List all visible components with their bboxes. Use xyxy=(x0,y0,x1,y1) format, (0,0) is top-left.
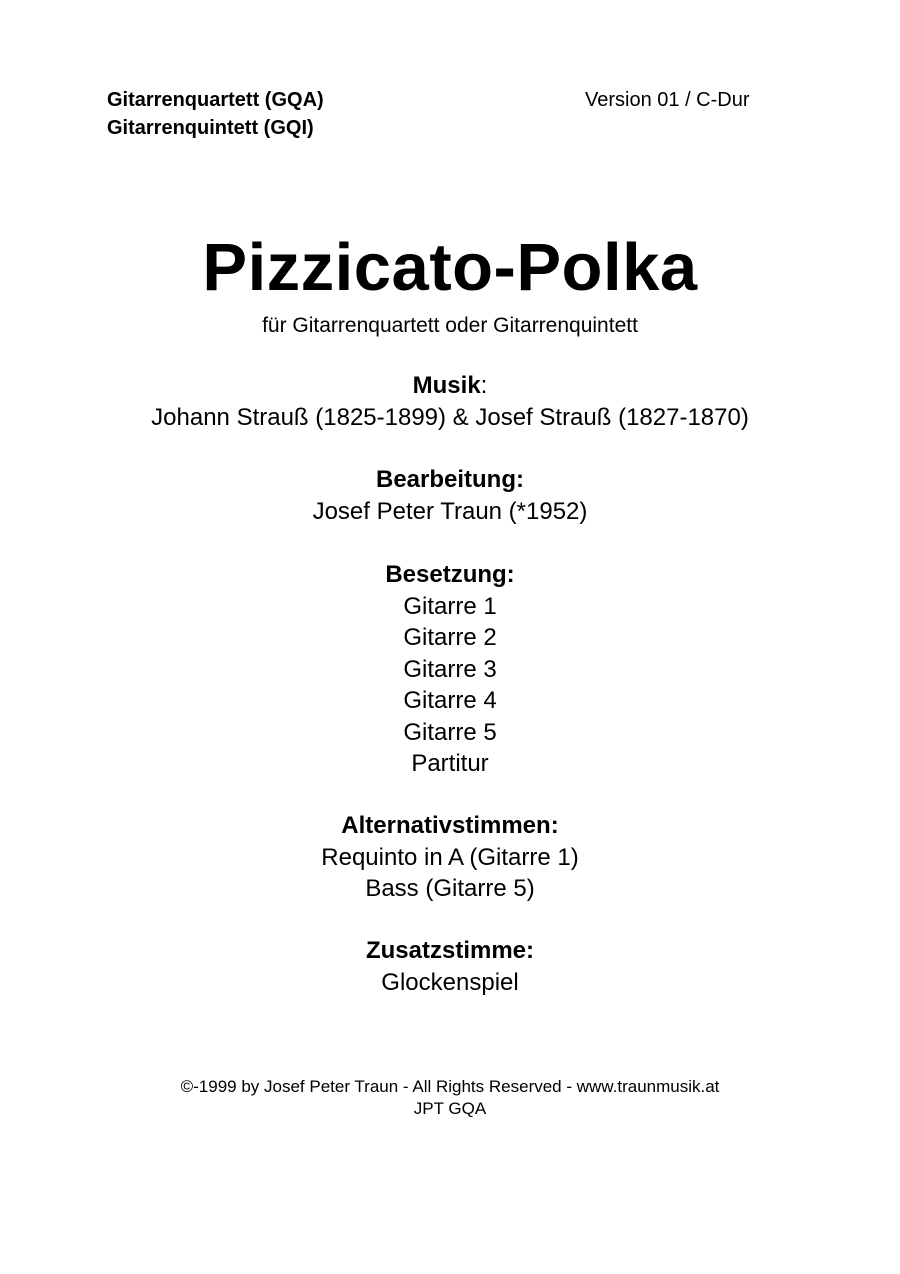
part-score: Partitur xyxy=(411,750,489,777)
ensemble-header xyxy=(107,86,324,142)
part-guitar-2: Gitarre 2 xyxy=(403,624,497,651)
part-guitar-5: Gitarre 5 xyxy=(403,718,497,746)
music-heading-text: Musik xyxy=(412,372,481,399)
alternative-part-bass: Bass (Gitarre 5) xyxy=(365,875,535,902)
composers-text: Johann Strauß (1825-1899) & Josef Strauß (1827-1870) xyxy=(151,403,749,431)
part-guitar-3: Gitarre 3 xyxy=(403,655,497,683)
footer xyxy=(0,1076,900,1120)
catalog-code: JPT GQA xyxy=(413,1099,487,1118)
alternatives-heading: Alternativstimmen: xyxy=(341,812,559,839)
copyright-text: ©-1999 by Josef Peter Traun - All Rights Reserved - www.traunmusik.at xyxy=(180,1077,720,1096)
additional-heading: Zusatzstimme: xyxy=(365,937,535,964)
music-heading-colon: : xyxy=(480,372,488,399)
additional-section xyxy=(0,935,900,998)
page-title: Pizzicato-Polka xyxy=(202,230,698,305)
ensemble-line-quartet: Gitarrenquartett (GQA) xyxy=(107,89,324,111)
alternatives-section xyxy=(0,810,900,905)
version-label: Version 01 / C-Dur xyxy=(585,89,750,111)
page-subtitle: für Gitarrenquartett oder Gitarrenquintett xyxy=(262,314,638,337)
arrangement-section xyxy=(0,464,900,527)
alternative-part-requinto: Requinto in A (Gitarre 1) xyxy=(321,843,579,871)
music-heading xyxy=(0,370,900,402)
part-guitar-1: Gitarre 1 xyxy=(403,592,497,620)
part-guitar-4: Gitarre 4 xyxy=(403,687,497,714)
additional-part-glockenspiel: Glockenspiel xyxy=(381,968,519,996)
arranger-text: Josef Peter Traun (*1952) xyxy=(312,497,588,525)
arrangement-heading: Bearbeitung: xyxy=(375,466,524,493)
instrumentation-heading: Besetzung: xyxy=(385,561,515,588)
instrumentation-section xyxy=(0,559,900,780)
music-section xyxy=(0,370,900,433)
ensemble-line-quintet: Gitarrenquintett (GQI) xyxy=(107,117,314,139)
